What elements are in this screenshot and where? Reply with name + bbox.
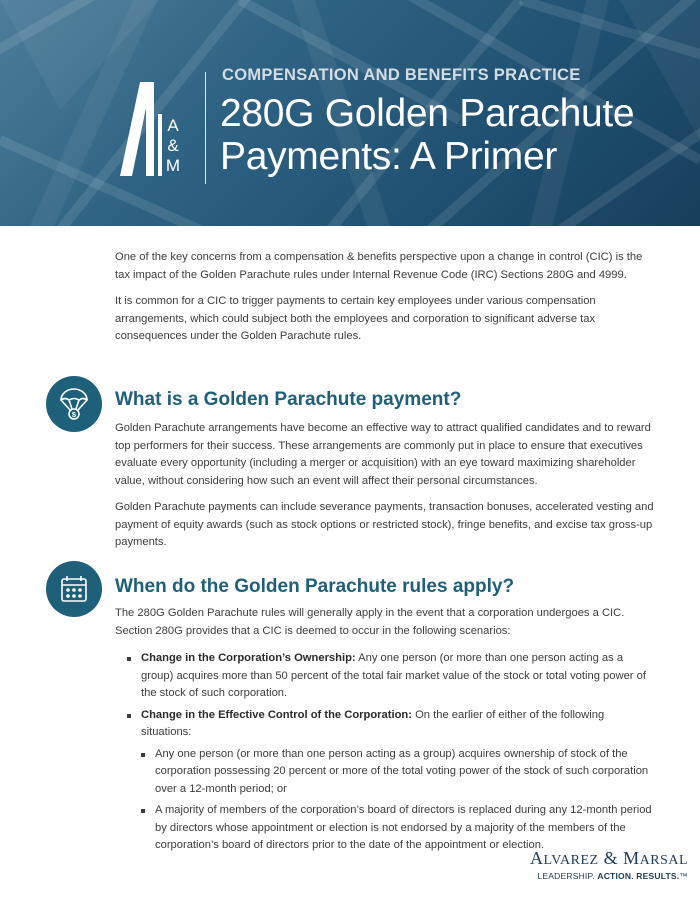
list-item: A majority of members of the corporation’s board of directors is replaced during any 12-month period by directors whose appointment or election is not endorsed by a majority of the members of the corporation’s board of directors prior to the date of the appointment or election. bbox=[115, 802, 655, 855]
logo-letter-amp: & bbox=[167, 136, 179, 155]
parachute-dollar-icon bbox=[46, 376, 102, 432]
bullet-text-ownership: Any one person (or more than one person acting as a group) acquires more than 50 percent of the total fair market value of the stock or total voting power of the stock of such corporation. bbox=[141, 652, 646, 699]
logo-letter-a: A bbox=[167, 116, 179, 135]
effective-control-sublist bbox=[115, 746, 655, 855]
bullet-label-effective-control: Change in the Effective Control of the Corporation: bbox=[141, 708, 412, 721]
title-line-2: Payments: A Primer bbox=[220, 135, 558, 178]
section-2-intro: The 280G Golden Parachute rules will generally apply in the event that a corporation undergoes a CIC. Section 280G provides that a CIC is deemed to occur in the following scenarios: bbox=[115, 607, 625, 637]
tagline-results: RESULTS. bbox=[636, 871, 680, 881]
calendar-icon bbox=[46, 561, 102, 617]
section-what-is-body bbox=[115, 420, 655, 552]
section-1-paragraph-2: Golden Parachute payments can include severance payments, transaction bonuses, accelerated vesting and payment of equity awards (such as stock options or restricted stock), fringe benefits, and excise tax gross-up payments. bbox=[115, 501, 654, 548]
header-banner bbox=[0, 0, 700, 226]
bullet-label-ownership: Change in the Corporation’s Ownership: bbox=[141, 652, 356, 664]
list-item bbox=[115, 707, 655, 742]
brand-tagline bbox=[530, 871, 688, 881]
cic-scenarios-list bbox=[115, 650, 655, 855]
tagline-trademark: ™ bbox=[679, 871, 688, 881]
list-item bbox=[115, 650, 655, 703]
section-heading-when-apply: When do the Golden Parachute rules apply? bbox=[115, 576, 515, 597]
tagline-action: ACTION. bbox=[597, 871, 637, 881]
section-1-paragraph-1: Golden Parachute arrangements have become an effective way to attract qualified candidates and to reward top performers for their success. These arrangements are commonly put in place to ensure that executives evaluate every opportunity (including a merger or acquisition) with an eye toward maximizing shareholder value, without considering how such an event will affect their personal circumstances. bbox=[115, 422, 651, 487]
practice-label: COMPENSATION AND BENEFITS PRACTICE bbox=[222, 66, 581, 84]
sub-list-container bbox=[115, 746, 655, 855]
intro-section bbox=[115, 249, 655, 346]
page-title bbox=[220, 92, 634, 178]
brand-ampersand: & bbox=[598, 848, 624, 868]
section-heading-what-is: What is a Golden Parachute payment? bbox=[115, 389, 462, 410]
brand-initial-a: A bbox=[529, 848, 544, 868]
list-item: Any one person (or more than one person acting as a group) acquires ownership of stock of the corporation possessing 20 percent or more of the total voting power of the stock of such corporation over a 12-month period; or bbox=[115, 746, 655, 799]
bullet-text-effective-control: On the earlier of either of the following situations: bbox=[141, 708, 605, 738]
brand-initial-m: M bbox=[623, 848, 640, 868]
brand-rest-alvarez: LVAREZ bbox=[543, 853, 599, 868]
brand-rest-marsal: ARSAL bbox=[639, 853, 688, 868]
brand-name bbox=[530, 848, 688, 869]
logo-letter-m: M bbox=[165, 156, 181, 175]
intro-paragraph-1: One of the key concerns from a compensation & benefits perspective upon a change in control (CIC) is the tax impact of the Golden Parachute rules under Internal Revenue Code (IRC) Sections 280G and 4999. bbox=[115, 251, 643, 281]
header-divider bbox=[205, 72, 206, 184]
logo-letters bbox=[163, 116, 183, 176]
footer-brand bbox=[530, 848, 688, 881]
section-when-apply-body bbox=[115, 605, 655, 855]
tagline-leadership: LEADERSHIP. bbox=[537, 871, 598, 881]
svg-text:$: $ bbox=[71, 410, 77, 419]
intro-paragraph-2: It is common for a CIC to trigger payments to certain key employees under various compensation arrangements, which could subject both the employees and corporation to significant adverse tax consequences under the Golden Parachute rules. bbox=[115, 295, 596, 342]
title-line-1: 280G Golden Parachute bbox=[220, 92, 635, 135]
